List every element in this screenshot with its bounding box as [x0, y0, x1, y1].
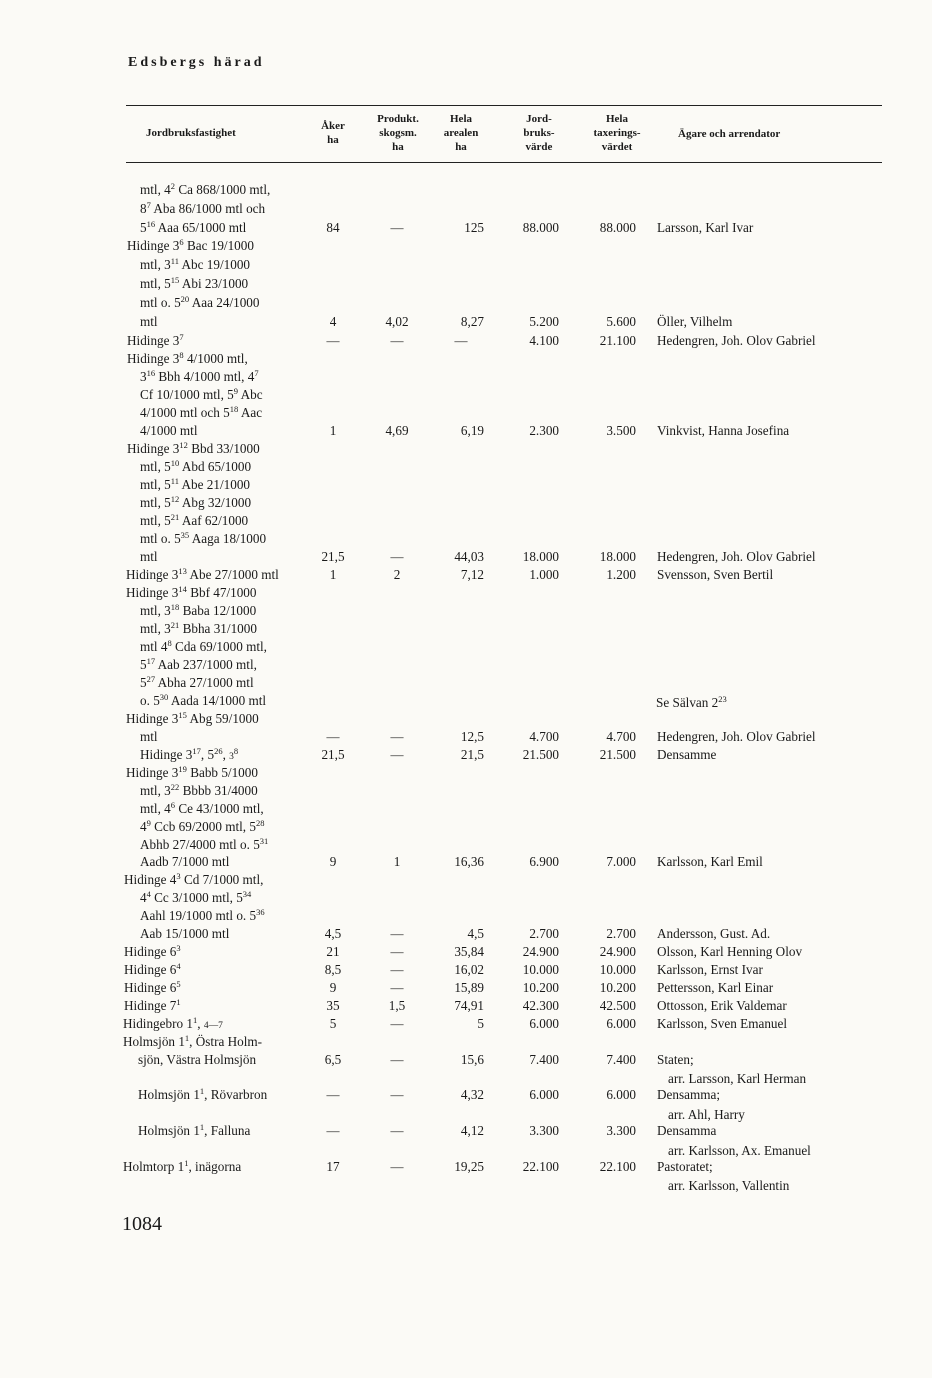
cell-jordbruksvarde: 6.900 — [529, 854, 559, 869]
cell-area: 15,89 — [454, 980, 484, 995]
cell-area: 35,84 — [454, 944, 484, 959]
cell-area: 16,36 — [454, 854, 484, 869]
cell-jordbruksvarde: 4.700 — [529, 729, 559, 744]
property-line: mtl, $3^{18}$ Baba 12/1000 — [140, 602, 257, 618]
cell-taxering: 2.700 — [606, 926, 636, 941]
cell-aker: — — [326, 1087, 340, 1102]
owner-line: Se Sälvan $2^{23}$ — [656, 694, 727, 710]
cell-skogsmark: — — [390, 926, 404, 941]
cell-owner: Hedengren, Joh. Olov Gabriel — [657, 549, 816, 564]
cell-skogsmark: — — [390, 729, 404, 744]
cell-taxering: 7.400 — [606, 1052, 636, 1067]
cell-owner: Karlsson, Sven Emanuel — [657, 1016, 788, 1031]
cell-taxering: 5.600 — [606, 314, 636, 329]
col-header-owner: Ägare och arrendator — [678, 128, 781, 140]
property-line: $4^4$ Cc 3/1000 mtl, $5^{34}$ — [140, 889, 252, 905]
cell-skogsmark: 4,69 — [385, 423, 409, 438]
cell-taxering: 10.000 — [599, 962, 636, 977]
cell-owner: Ottosson, Erik Valdemar — [657, 998, 787, 1013]
property-line: mtl, $5^{15}$ Abi 23/1000 — [140, 275, 249, 291]
cell-jordbruksvarde: 2.700 — [529, 926, 559, 941]
property-line: Cf 10/1000 mtl, $5^9$ Abc — [140, 386, 263, 402]
cell-skogsmark: — — [390, 220, 404, 235]
cell-taxering: 21.500 — [599, 747, 636, 762]
cell-aker: 8,5 — [324, 962, 342, 977]
cell-aker: 35 — [326, 998, 340, 1013]
col-header-area: Hela arealen ha — [443, 113, 479, 153]
property-line: mtl, $5^{21}$ Aaf 62/1000 — [140, 512, 249, 528]
cell-aker: 1 — [329, 567, 337, 582]
cell-aker: 4 — [329, 314, 337, 329]
cell-jordbruksvarde: 88.000 — [522, 220, 559, 235]
cell-area: 4,12 — [460, 1123, 484, 1138]
cell-jordbruksvarde: 18.000 — [522, 549, 559, 564]
cell-jordbruksvarde: 6.000 — [529, 1087, 559, 1102]
property-line: mtl o. $5^{35}$ Aaga 18/1000 — [140, 530, 267, 546]
cell-skogsmark: 4,02 — [385, 314, 409, 329]
property-line: Holmsjön $1^1$, Östra Holm- — [123, 1033, 263, 1049]
cell-taxering: 6.000 — [606, 1087, 636, 1102]
property-line: Abhb 27/4000 mtl o. $5^{31}$ — [140, 836, 269, 852]
property-line: mtl — [140, 729, 158, 744]
property-line: Hidinge $3^8$ 4/1000 mtl, — [127, 350, 248, 366]
property-line: Aahl 19/1000 mtl o. $5^{36}$ — [140, 907, 265, 923]
cell-taxering: 4.700 — [606, 729, 636, 744]
property-line: 4/1000 mtl och $5^{18}$ Aac — [140, 404, 263, 420]
cell-jordbruksvarde: 24.900 — [522, 944, 559, 959]
cell-aker: 21,5 — [321, 549, 345, 564]
cell-aker: 1 — [329, 423, 337, 438]
property-line: Hidingebro $1^1$, 4—7 — [123, 1015, 223, 1031]
property-line: mtl — [140, 314, 158, 329]
cell-owner: Pettersson, Karl Einar — [657, 980, 774, 995]
cell-owner: Pastoratet; — [657, 1159, 713, 1174]
cell-jordbruksvarde: 22.100 — [522, 1159, 559, 1174]
col-header-skogsmark: Produkt. skogsm. ha — [377, 113, 419, 153]
cell-owner: Larsson, Karl Ivar — [657, 220, 754, 235]
cell-skogsmark: — — [390, 980, 404, 995]
cell-owner: Densamma; — [657, 1087, 720, 1102]
cell-skogsmark: — — [390, 1052, 404, 1067]
cell-jordbruksvarde: 21.500 — [522, 747, 559, 762]
cell-owner: Vinkvist, Hanna Josefina — [657, 423, 790, 438]
cell-aker: 21,5 — [321, 747, 345, 762]
property-line: Hidinge $3^{13}$ Abe 27/1000 mtl — [126, 566, 279, 582]
cell-area: 7,12 — [460, 567, 484, 582]
cell-skogsmark: — — [390, 1159, 404, 1174]
cell-taxering: 1.200 — [606, 567, 636, 582]
property-line: 4/1000 mtl — [140, 423, 198, 438]
cell-aker: 17 — [326, 1159, 340, 1174]
cell-area: — — [454, 333, 468, 348]
cell-aker: 5 — [329, 1016, 337, 1031]
owner-line: arr. Karlsson, Ax. Emanuel — [668, 1143, 811, 1158]
cell-aker: 4,5 — [324, 926, 342, 941]
cell-jordbruksvarde: 2.300 — [529, 423, 559, 438]
cell-taxering: 10.200 — [599, 980, 636, 995]
property-line: Hidinge $3^{19}$ Babb 5/1000 — [126, 764, 258, 780]
cell-skogsmark: 1,5 — [388, 998, 406, 1013]
cell-owner: Densamme — [657, 747, 717, 762]
cell-aker: 9 — [329, 854, 337, 869]
col-header-taxering: Hela taxerings- värdet — [593, 113, 641, 153]
cell-area: 5 — [477, 1016, 484, 1031]
property-line: mtl, $5^{12}$ Abg 32/1000 — [140, 494, 252, 510]
cell-aker: 84 — [326, 220, 340, 235]
cell-jordbruksvarde: 10.200 — [522, 980, 559, 995]
property-line: mtl, $5^{10}$ Abd 65/1000 — [140, 458, 252, 474]
cell-aker: 21 — [326, 944, 340, 959]
cell-taxering: 3.300 — [606, 1123, 636, 1138]
cell-owner: Hedengren, Joh. Olov Gabriel — [657, 333, 816, 348]
table-top-rule — [126, 105, 882, 106]
table-header-rule — [126, 162, 882, 163]
cell-jordbruksvarde: 4.100 — [529, 333, 559, 348]
cell-jordbruksvarde: 5.200 — [529, 314, 559, 329]
cell-area: 125 — [464, 220, 484, 235]
cell-owner: Staten; — [657, 1052, 694, 1067]
cell-skogsmark: — — [390, 1123, 404, 1138]
col-header-property: Jordbruksfastighet — [146, 127, 236, 139]
property-line: $8^7$ Aba 86/1000 mtl och — [140, 200, 266, 216]
cell-owner: Karlsson, Karl Emil — [657, 854, 763, 869]
cell-area: 74,91 — [454, 998, 484, 1013]
owner-line: arr. Karlsson, Vallentin — [668, 1178, 790, 1193]
owner-line: arr. Larsson, Karl Herman — [668, 1071, 807, 1086]
cell-taxering: 7.000 — [606, 854, 636, 869]
cell-taxering: 18.000 — [599, 549, 636, 564]
property-line: mtl, $3^{21}$ Bbha 31/1000 — [140, 620, 257, 636]
property-line: Holmsjön $1^1$, Rövarbron — [138, 1086, 268, 1102]
cell-aker: — — [326, 1123, 340, 1138]
cell-area: 8,27 — [460, 314, 484, 329]
cell-area: 4,5 — [467, 926, 484, 941]
cell-owner: Andersson, Gust. Ad. — [657, 926, 771, 941]
cell-owner: Hedengren, Joh. Olov Gabriel — [657, 729, 816, 744]
cell-skogsmark: — — [390, 962, 404, 977]
cell-owner: Karlsson, Ernst Ivar — [657, 962, 763, 977]
property-line: mtl, $4^6$ Ce 43/1000 mtl, — [140, 800, 264, 816]
cell-area: 16,02 — [454, 962, 484, 977]
cell-jordbruksvarde: 10.000 — [522, 962, 559, 977]
cell-taxering: 3.500 — [606, 423, 636, 438]
cell-skogsmark: 2 — [393, 567, 401, 582]
property-line: Aadb 7/1000 mtl — [140, 854, 230, 869]
cell-skogsmark: — — [390, 1087, 404, 1102]
cell-aker: — — [326, 729, 340, 744]
cell-skogsmark: — — [390, 747, 404, 762]
property-line: mtl, $4^2$ Ca 868/1000 mtl, — [140, 181, 271, 197]
page-header: Edsbergs härad — [128, 55, 265, 70]
cell-jordbruksvarde: 3.300 — [529, 1123, 559, 1138]
property-line: Hidinge $3^6$ Bac 19/1000 — [127, 237, 254, 253]
property-line: mtl — [140, 549, 158, 564]
property-line: Holmtorp $1^1$, inägorna — [123, 1158, 242, 1174]
property-line: sjön, Västra Holmsjön — [138, 1052, 257, 1067]
property-line: Hidinge $3^{12}$ Bbd 33/1000 — [127, 440, 260, 456]
property-line: Holmsjön $1^1$, Falluna — [138, 1122, 251, 1138]
cell-aker: — — [326, 333, 340, 348]
cell-area: 6,19 — [460, 423, 484, 438]
cell-jordbruksvarde: 42.300 — [522, 998, 559, 1013]
cell-area: 19,25 — [454, 1159, 484, 1174]
cell-owner: Olsson, Karl Henning Olov — [657, 944, 803, 959]
cell-jordbruksvarde: 1.000 — [529, 567, 559, 582]
property-line: $5^{27}$ Abha 27/1000 mtl — [140, 674, 254, 690]
property-line: Hidinge $6^4$ — [124, 961, 181, 977]
cell-area: 44,03 — [454, 549, 484, 564]
cell-area: 15,6 — [460, 1052, 484, 1067]
property-line: Hidinge $3^{14}$ Bbf 47/1000 — [126, 584, 257, 600]
owner-line: arr. Ahl, Harry — [668, 1107, 745, 1122]
cell-skogsmark: 1 — [393, 854, 401, 869]
property-line: mtl, $3^{22}$ Bbbb 31/4000 — [140, 782, 258, 798]
col-header-aker: Åker ha — [321, 120, 345, 146]
property-line: Hidinge $6^3$ — [124, 943, 181, 959]
cell-skogsmark: — — [390, 1016, 404, 1031]
property-line: $5^{16}$ Aaa 65/1000 mtl — [140, 219, 247, 235]
cell-owner: Öller, Vilhelm — [657, 314, 733, 329]
property-line: mtl $4^8$ Cda 69/1000 mtl, — [140, 638, 267, 654]
cell-owner: Densamma — [657, 1123, 717, 1138]
cell-skogsmark: — — [390, 944, 404, 959]
property-line: Hidinge $4^3$ Cd 7/1000 mtl, — [124, 871, 264, 887]
property-line: o. $5^{30}$ Aada 14/1000 mtl — [140, 692, 267, 708]
property-line: Hidinge $3^7$ — [127, 332, 184, 348]
property-line: mtl, $3^{11}$ Abc 19/1000 — [140, 256, 251, 272]
property-line: $3^{16}$ Bbh 4/1000 mtl, $4^7$ — [140, 368, 259, 384]
page-number: 1084 — [122, 1213, 162, 1235]
cell-jordbruksvarde: 7.400 — [529, 1052, 559, 1067]
property-line: mtl, $5^{11}$ Abe 21/1000 — [140, 476, 251, 492]
cell-taxering: 22.100 — [599, 1159, 636, 1174]
cell-aker: 9 — [329, 980, 337, 995]
property-line: mtl o. $5^{20}$ Aaa 24/1000 — [140, 294, 260, 310]
cell-taxering: 24.900 — [599, 944, 636, 959]
cell-skogsmark: — — [390, 333, 404, 348]
cell-area: 21,5 — [460, 747, 484, 762]
col-header-jordbruksvarde: Jord- bruks- värde — [523, 113, 555, 153]
cell-skogsmark: — — [390, 549, 404, 564]
property-line: Aab 15/1000 mtl — [140, 926, 230, 941]
property-line: $4^9$ Ccb 69/2000 mtl, $5^{28}$ — [140, 818, 265, 834]
property-line: Hidinge $6^5$ — [124, 979, 181, 995]
cell-taxering: 88.000 — [599, 220, 636, 235]
cell-owner: Svensson, Sven Bertil — [657, 567, 774, 582]
cell-jordbruksvarde: 6.000 — [529, 1016, 559, 1031]
property-line: $5^{17}$ Aab 237/1000 mtl, — [140, 656, 257, 672]
property-line: Hidinge $7^1$ — [124, 997, 181, 1013]
cell-aker: 6,5 — [324, 1052, 342, 1067]
property-line: Hidinge $3^{17}$, $5^{26}$, $3^8$ — [140, 746, 239, 762]
cell-area: 12,5 — [460, 729, 484, 744]
property-line: Hidinge $3^{15}$ Abg 59/1000 — [126, 710, 259, 726]
cell-taxering: 42.500 — [599, 998, 636, 1013]
cell-area: 4,32 — [460, 1087, 484, 1102]
cell-taxering: 6.000 — [606, 1016, 636, 1031]
cell-taxering: 21.100 — [599, 333, 636, 348]
